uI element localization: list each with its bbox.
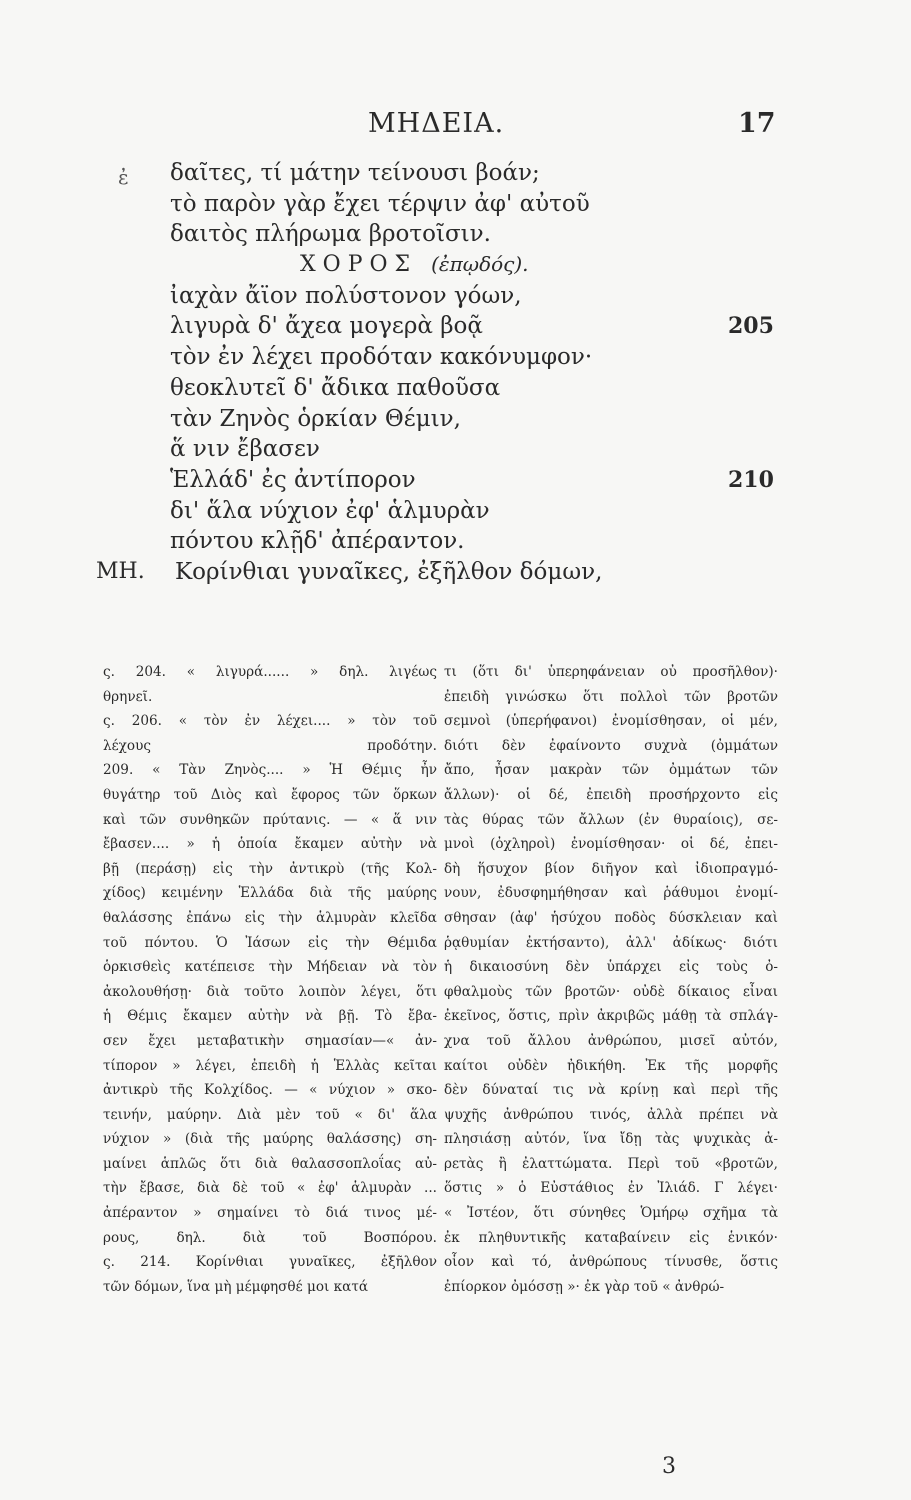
note-line: ῥᾳθυμίαν ἐκτήσαντο), ἀλλ' ἀδίκως· διότι bbox=[444, 934, 778, 951]
verse-line bbox=[0, 221, 911, 252]
note-line: σεν ἔχει μεταβατικὴν σημασίαν—« ἀν- bbox=[103, 1032, 437, 1049]
note-line: ς. 206. « τὸν ἐν λέχει.... » τὸν τοῦ bbox=[103, 713, 437, 730]
speaker-heading bbox=[300, 252, 529, 277]
verse-text: Ἑλλάδ' ἐς ἀντίπορον bbox=[170, 466, 416, 493]
verse-line bbox=[0, 191, 911, 222]
note-line: τίπορον » λέγει, ἐπειδὴ ἡ Ἑλλὰς κεῖται bbox=[103, 1057, 437, 1074]
note-line: καὶ τῶν συνθηκῶν πρύτανις. — « ἅ νιν bbox=[103, 811, 437, 828]
notes-column-left bbox=[103, 664, 437, 1303]
note-line: ἀντικρὺ τῆς Κολχίδος. — « νύχιον » σκο- bbox=[103, 1082, 437, 1099]
note-line: ς. 214. Κορίνθιαι γυναῖκες, ἐξῆλθον bbox=[103, 1254, 437, 1271]
verse-text: δαῖτες, τί μάτην τείνουσι βοάν; bbox=[170, 160, 540, 186]
note-line: νύχιον » (διὰ τῆς μαύρης θαλάσσης) ση- bbox=[103, 1131, 437, 1148]
note-line: καίτοι οὐδὲν ἠδικήθη. Ἐκ τῆς μορφῆς bbox=[444, 1057, 778, 1074]
note-line: πλησιάσῃ αὐτόν, ἵνα ἴδῃ τὰς ψυχικὰς ἀ- bbox=[444, 1131, 778, 1148]
note-line: ὅστις » ὁ Εὐστάθιος ἐν Ἰλιάδ. Γ λέγει· bbox=[444, 1180, 778, 1197]
note-line: τεινήν, μαύρην. Διὰ μὲν τοῦ « δι' ἅλα bbox=[103, 1106, 437, 1123]
note-line: χνα τοῦ ἄλλου ἀνθρώπου, μισεῖ αὐτόν, bbox=[444, 1032, 778, 1049]
margin-mark: ἐ bbox=[118, 165, 129, 189]
note-line: ἐπίορκον ὀμόσσῃ »· ἐκ γὰρ τοῦ « ἀνθρώ- bbox=[444, 1278, 725, 1295]
verse-line bbox=[0, 467, 911, 498]
notes-column-right bbox=[444, 664, 778, 1303]
note-line: τὰς θύρας τῶν ἄλλων (ἐν θυραίοις), σε- bbox=[444, 811, 778, 828]
line-number: 210 bbox=[728, 466, 774, 493]
note-line: δὲν δύναταί τις νὰ κρίνῃ καὶ περὶ τῆς bbox=[444, 1082, 778, 1099]
note-line: φθαλμοὺς τῶν βροτῶν· οὐδὲ δίκαιος εἶναι bbox=[444, 983, 778, 1000]
note-line: τῶν δόμων, ἵνα μὴ μέμφησθέ μοι κατά bbox=[103, 1278, 369, 1295]
note-line: χίδος) κειμένην Ἑλλάδα διὰ τῆς μαύρης bbox=[103, 885, 437, 902]
note-line: τοῦ πόντου. Ὁ Ἰάσων εἰς τὴν Θέμιδα bbox=[103, 934, 437, 951]
note-line: σθησαν (ἀφ' ἡσύχου ποδὸς δύσκλειαν καὶ bbox=[444, 909, 778, 926]
running-head bbox=[0, 108, 911, 148]
verse-text: τὸν ἐν λέχει προδόταν κακόνυμφον· bbox=[170, 344, 593, 371]
verse-text: δι' ἅλα νύχιον ἐφ' ἁλμυρὰν bbox=[170, 497, 490, 524]
verse-line bbox=[0, 344, 911, 375]
line-number: 205 bbox=[728, 313, 774, 340]
verse-text: πόντου κλῇδ' ἀπέραντον. bbox=[170, 528, 465, 555]
verse-line bbox=[0, 313, 911, 344]
verse-line bbox=[0, 375, 911, 406]
note-line: ἐκ πληθυντικῆς καταβαίνειν εἰς ἑνικόν· bbox=[444, 1229, 778, 1246]
note-line: νουν, ἐδυσφημήθησαν καὶ ῥάθυμοι ἐνομί- bbox=[444, 885, 778, 902]
verse-text: Κορίνθιαι γυναῖκες, ἐξῆλθον δόμων, bbox=[175, 558, 603, 585]
verse-text: θεοκλυτεῖ δ' ἄδικα παθοῦσα bbox=[170, 374, 501, 401]
note-line: « Ἰστέον, ὅτι σύνηθες Ὁμήρῳ σχῆμα τὰ bbox=[444, 1205, 778, 1222]
note-line: ρετὰς ἢ ἐλαττώματα. Περὶ τοῦ «βροτῶν, bbox=[444, 1155, 778, 1172]
note-line: θυγάτηρ τοῦ Διὸς καὶ ἔφορος τῶν ὅρκων bbox=[103, 786, 437, 803]
note-line: μαίνει ἁπλῶς ὅτι διὰ θαλασσοπλοΐας αὐ- bbox=[103, 1155, 437, 1172]
verse-line bbox=[0, 160, 911, 191]
note-line: ἐκεῖνος, ὅστις, πρὶν ἀκριβῶς μάθῃ τὰ σπλάγ- bbox=[444, 1008, 778, 1025]
signature-mark: 3 bbox=[662, 1454, 676, 1479]
verse-text: λιγυρὰ δ' ἄχεα μογερὰ βοᾷ bbox=[170, 313, 483, 340]
verse-line bbox=[0, 252, 911, 283]
note-line: δὴ ἥσυχον βίον διῆγον καὶ ἰδιοπραγμό- bbox=[444, 860, 778, 877]
speaker-heading-name: ΧΟΡΟΣ bbox=[300, 252, 418, 278]
note-line: ἔβασεν.... » ἡ ὁποία ἔκαμεν αὐτὴν νὰ bbox=[103, 836, 437, 853]
note-line: ἡ δικαιοσύνη δὲν ὑπάρχει εἰς τοὺς ὀ- bbox=[444, 959, 778, 976]
verse-line bbox=[0, 436, 911, 467]
verse-text: ἰαχὰν ἄϊον πολύστονον γόων, bbox=[170, 282, 522, 309]
note-line: βῇ (περάσῃ) εἰς τὴν ἀντικρὺ (τῆς Κολ- bbox=[103, 860, 437, 877]
verse-line bbox=[0, 498, 911, 529]
verse-block bbox=[0, 160, 911, 590]
speaker-label: ΜΗ. bbox=[96, 558, 145, 584]
note-line: σεμνοὶ (ὑπερήφανοι) ἐνομίσθησαν, οἱ μέν, bbox=[444, 713, 778, 730]
note-line: ψυχῆς ἀνθρώπου τινός, ἀλλὰ πρέπει νὰ bbox=[444, 1106, 778, 1123]
note-line: 209. « Τὰν Ζηνὸς.... » Ἡ Θέμις ἦν bbox=[103, 762, 437, 779]
verse-line bbox=[0, 528, 911, 559]
note-line: λέχους προδότην. bbox=[103, 737, 437, 754]
note-line: οἷον καὶ τό, ἀνθρώπους τίνυσθε, ὅστις bbox=[444, 1254, 778, 1271]
page-number: 17 bbox=[738, 108, 776, 139]
note-line: ἄπο, ἦσαν μακρὰν τῶν ὀμμάτων τῶν bbox=[444, 762, 778, 779]
note-line: μνοὶ (ὀχληροὶ) ἐνομίσθησαν· οἱ δέ, ἐπει- bbox=[444, 836, 778, 853]
verse-text: δαιτὸς πλήρωμα βροτοῖσιν. bbox=[170, 221, 491, 248]
verse-text: τὰν Ζηνὸς ὁρκίαν Θέμιν, bbox=[170, 405, 461, 432]
verse-text: ἅ νιν ἔβασεν bbox=[170, 436, 320, 463]
note-line: ρους, δηλ. διὰ τοῦ Βοσπόρου. bbox=[103, 1229, 437, 1246]
note-line: ἐπειδὴ γινώσκω ὅτι πολλοὶ τῶν βροτῶν bbox=[444, 688, 778, 705]
note-line: τι (ὅτι δι' ὑπερηφάνειαν οὐ προσῆλθον)· bbox=[444, 664, 778, 680]
speaker-heading-sub: (ἐπῳδός). bbox=[431, 252, 529, 277]
verse-line bbox=[0, 559, 911, 590]
note-line: ἄλλων)· οἱ δέ, ἐπειδὴ προσήρχοντο εἰς bbox=[444, 786, 778, 803]
verse-line bbox=[0, 283, 911, 314]
note-line: τὴν ἔβασε, διὰ δὲ τοῦ « ἐφ' ἁλμυρὰν ... bbox=[103, 1180, 437, 1197]
note-line: ἀκολουθήσῃ· διὰ τοῦτο λοιπὸν λέγει, ὅτι bbox=[103, 983, 437, 1000]
note-line: ἡ Θέμις ἔκαμεν αὐτὴν νὰ βῇ. Τὸ ἔβα- bbox=[103, 1008, 437, 1025]
verse-line bbox=[0, 406, 911, 437]
note-line: θαλάσσης ἐπάνω εἰς τὴν ἁλμυρὰν κλεῖδα bbox=[103, 909, 437, 926]
running-title: ΜΗΔΕΙΑ. bbox=[368, 108, 505, 139]
note-line: διότι δὲν ἐφαίνοντο συχνὰ (ὀμμάτων bbox=[444, 737, 778, 754]
verse-text: τὸ παρὸν γὰρ ἔχει τέρψιν ἀφ' αὐτοῦ bbox=[170, 190, 590, 217]
note-line: θρηνεῖ. bbox=[103, 688, 153, 705]
note-line: ς. 204. « λιγυρά...... » δηλ. λιγέως bbox=[103, 664, 437, 680]
note-line: ἀπέραντον » σημαίνει τὸ διά τινος μέ- bbox=[103, 1205, 437, 1222]
note-line: ὁρκισθεὶς κατέπεισε τὴν Μήδειαν νὰ τὸν bbox=[103, 959, 437, 976]
